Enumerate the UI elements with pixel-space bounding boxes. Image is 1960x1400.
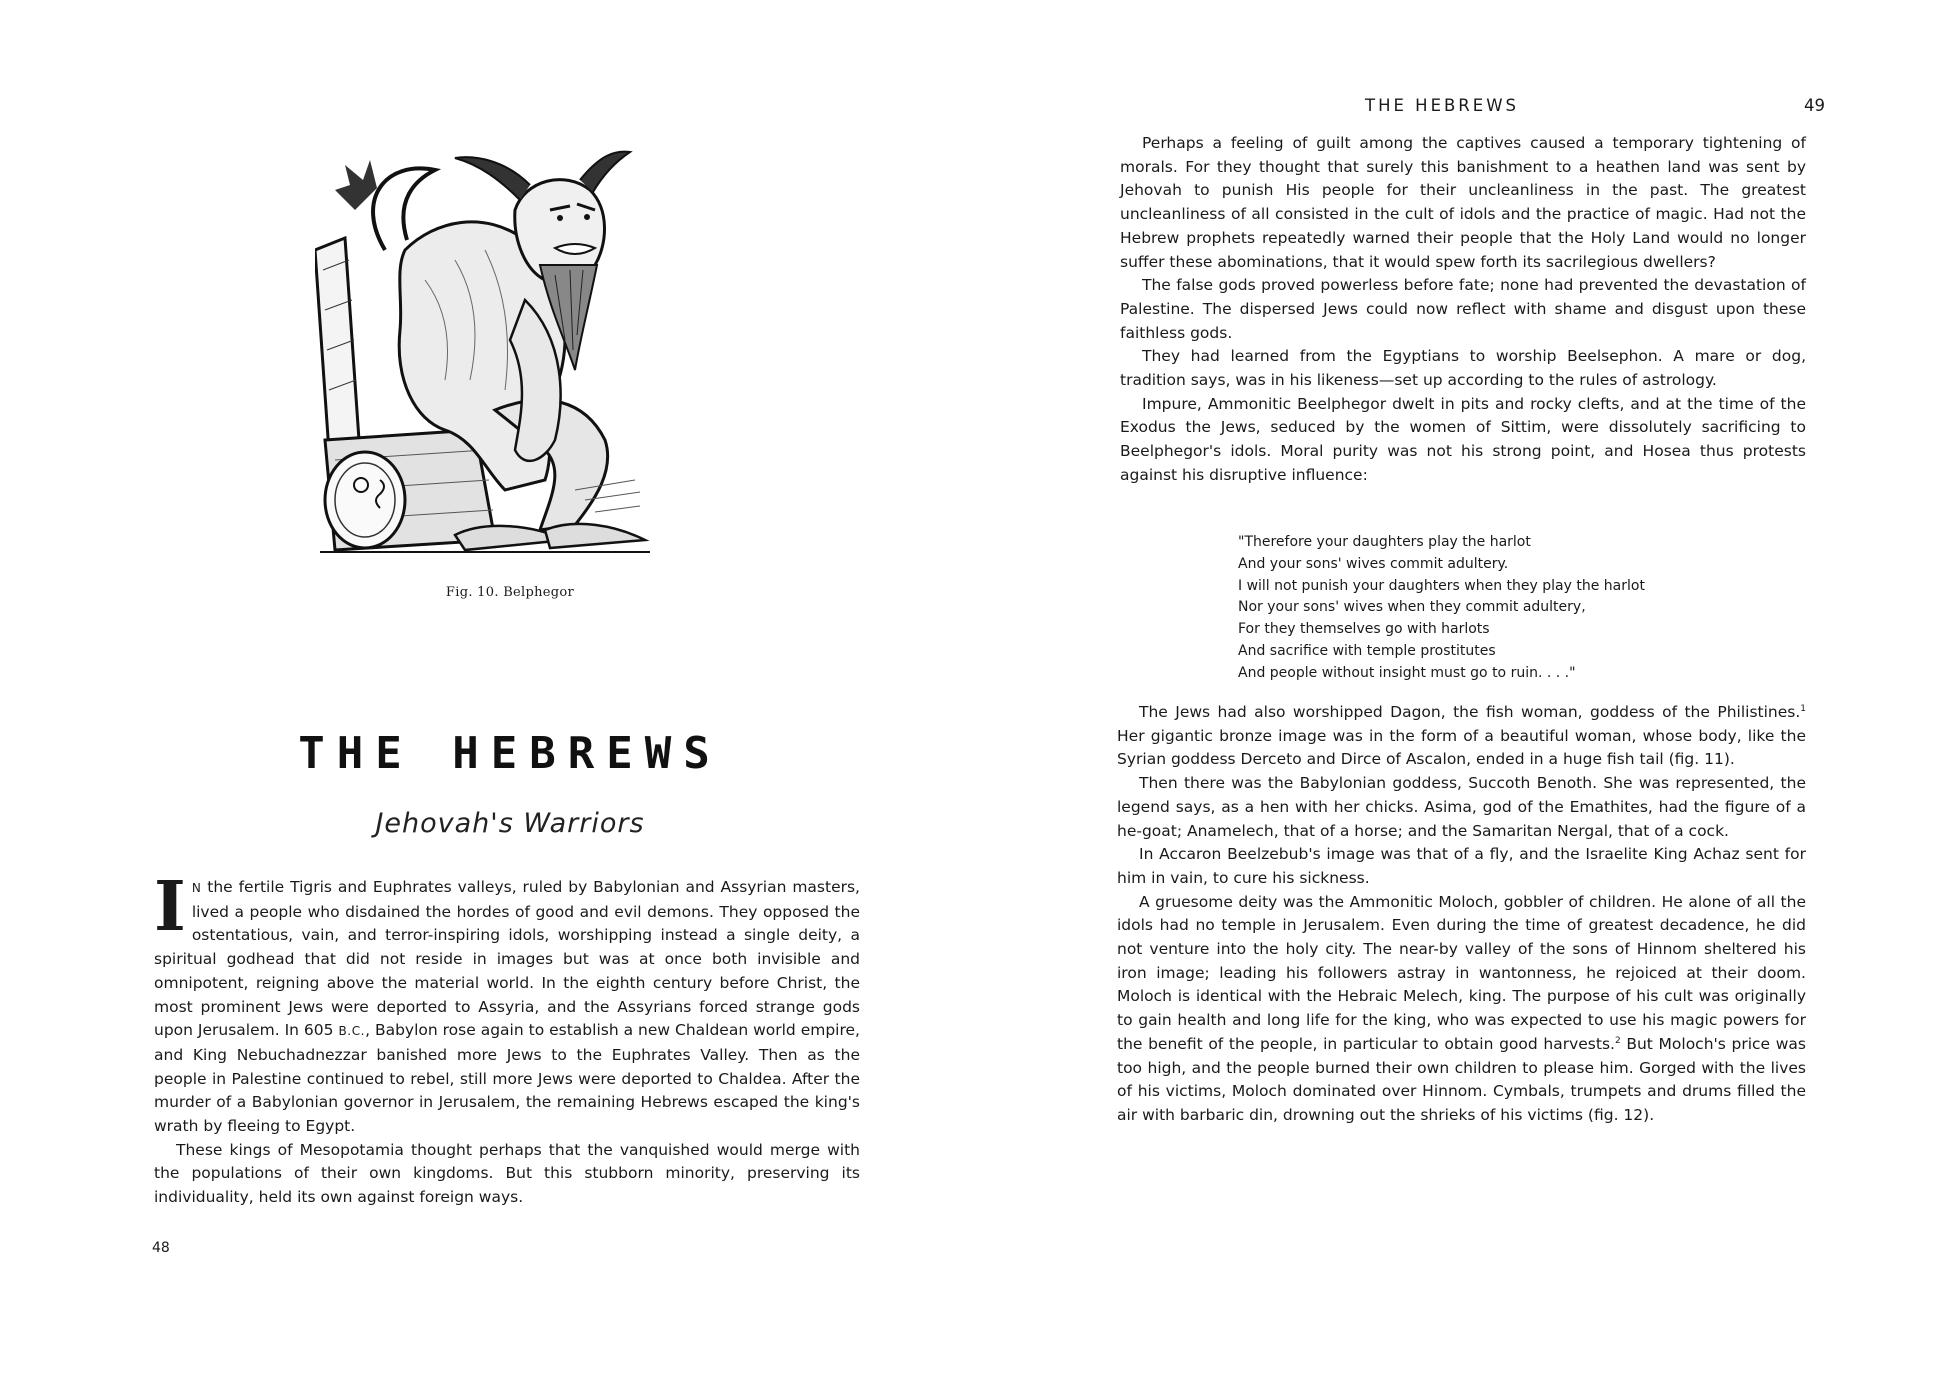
running-head: THE HEBREWS <box>1365 96 1519 115</box>
paragraph-intro-a: the fertile Tigris and Euphrates valleys, ruled by Babylonian and Assyrian masters, lived a people who disdained the hordes of good and evil demons. They opposed the ostentatious, vain, and terror-inspiring idols, worshipping instead a single deity, a spiritual godhead that did not reside in images but was at once both invisible and omnipotent, reigning above the material world. In the eighth century before Christ, the most prominent Jews were deported to Assyria, and the Assyrians forced strange gods upon Jerusalem. In 605 <box>154 878 860 1040</box>
page-number-left: 48 <box>152 1240 170 1256</box>
paragraph-intro-b: , Babylon rose again to establish a new Chaldean world empire, and King Nebuchadnezzar banished more Jews to the Euphrates Valley. Then as the people in Palestine continued to rebel, still more Jews were deported to Chaldea. After the murder of a Babylonian governor in Jerusalem, the remaining Hebrews escaped the king's wrath by fleeing to Egypt. <box>154 1021 860 1136</box>
poem-line: For they themselves go with harlots <box>1238 621 1490 638</box>
right-body-top <box>1120 132 1806 488</box>
poem-line: Nor your sons' wives when they commit adultery, <box>1238 599 1586 616</box>
poem-line: And sacrifice with temple prostitutes <box>1238 642 1496 659</box>
page-number-right: 49 <box>1804 96 1825 115</box>
paragraph-dagon-a: The Jews had also worshipped Dagon, the fish woman, goddess of the Philistines. <box>1139 703 1801 721</box>
drop-cap: I <box>154 867 186 947</box>
paragraph-moloch-a: A gruesome deity was the Ammonitic Moloch, gobbler of children. He alone of all the idols had no temple in Jerusalem. Even during the time of greatest decadence, he did not venture into the holy city. The near-by valley of the sons of Hinnom sheltered his iron image; leading his followers astray in wantonness, he rejoiced at their doom. Moloch is identical with the Hebraic Melech, king. The purpose of his cult was originally to gain health and long life for the king, who was expected to use his magic powers for the benefit of the people, in particular to obtain good harvests. <box>1117 892 1806 1053</box>
footnote-marker-1: 1 <box>1800 703 1806 714</box>
paragraph-guilt: Perhaps a feeling of guilt among the captives caused a temporary tightening of morals. For they thought that surely this banishment to a heathen land was sent by Jehovah to punish His people for their uncleanliness in the past. The greatest uncleanliness of all consisted in the cult of idols and the practice of magic. Had not the Hebrew prophets repeatedly warned their people that the Holy Land would no longer suffer these abominations, that it would spew forth its sacrilegious dwellers? <box>1120 134 1806 271</box>
figure-caption: Fig. 10. Belphegor <box>445 585 575 600</box>
poem-line: "Therefore your daughters play the harlot <box>1238 534 1531 550</box>
paragraph-accaron: In Accaron Beelzebub's image was that of a fly, and the Israelite King Achaz sent for him in vain, to cure his sickness. <box>1117 845 1806 887</box>
poem-line: And your sons' wives commit adultery. <box>1238 555 1509 572</box>
paragraph-intro <box>154 867 860 1139</box>
left-body-text <box>154 867 860 1210</box>
paragraph-moloch <box>1117 891 1806 1128</box>
chapter-title: THE HEBREWS <box>298 728 722 779</box>
poem-line: I will not punish your daughters when they play the harlot <box>1238 577 1645 594</box>
poem-line: And people without insight must go to ruin. . . ." <box>1238 664 1576 681</box>
paragraph-kings: These kings of Mesopotamia thought perhaps that the vanquished would merge with the populations of their own kingdoms. But this stubborn minority, preserving its individuality, held its own against foreign ways. <box>154 1140 860 1207</box>
chapter-subtitle: Jehovah's Warriors <box>375 808 645 839</box>
right-page <box>980 0 1960 1400</box>
lead-letter: N <box>191 881 202 895</box>
paragraph-moloch-b: But Moloch's price was too high, and the people burned their own children to please him. Gorged with the lives of his victims, Moloch dominated over Hinnom. Cymbals, trumpets and drums filled the air with barbaric din, drowning out the shrieks of his victims (fig. 12). <box>1117 1034 1806 1124</box>
paragraph-succoth: Then there was the Babylonian goddess, Succoth Benoth. She was represented, the legend says, as a hen with her chicks. Asima, god of the Emathites, had the figure of a he-goat; Anamelech, that of a horse; and the Samaritan Nergal, that of a cock. <box>1117 774 1806 840</box>
right-body-bottom <box>1117 701 1806 1128</box>
hosea-quotation <box>1238 532 1758 685</box>
bc-abbreviation: B.C. <box>338 1024 366 1039</box>
paragraph-beelphegor: Impure, Ammonitic Beelphegor dwelt in pits and rocky clefts, and at the time of the Exodus the Jews, seduced by the women of Sittim, were dissolutely sacrificing to Beelphegor's idols. Moral purity was not his strong point, and Hosea thus protests against his disruptive influence: <box>1120 394 1806 484</box>
paragraph-dagon <box>1117 701 1806 772</box>
paragraph-false-gods: The false gods proved powerless before fate; none had prevented the devastation of Palestine. The dispersed Jews could now reflect with shame and disgust upon these faithless gods. <box>1120 276 1806 342</box>
paragraph-dagon-b: Her gigantic bronze image was in the form of a beautiful woman, whose body, like the Syrian goddess Derceto and Dirce of Ascalon, ended in a huge fish tail (fig. 11). <box>1117 726 1806 769</box>
paragraph-beelsephon: They had learned from the Egyptians to worship Beelsephon. A mare or dog, tradition says, was in his likeness—set up according to the rules of astrology. <box>1120 347 1806 390</box>
footnote-marker-2: 2 <box>1614 1035 1621 1046</box>
belphegor-illustration <box>315 140 655 560</box>
